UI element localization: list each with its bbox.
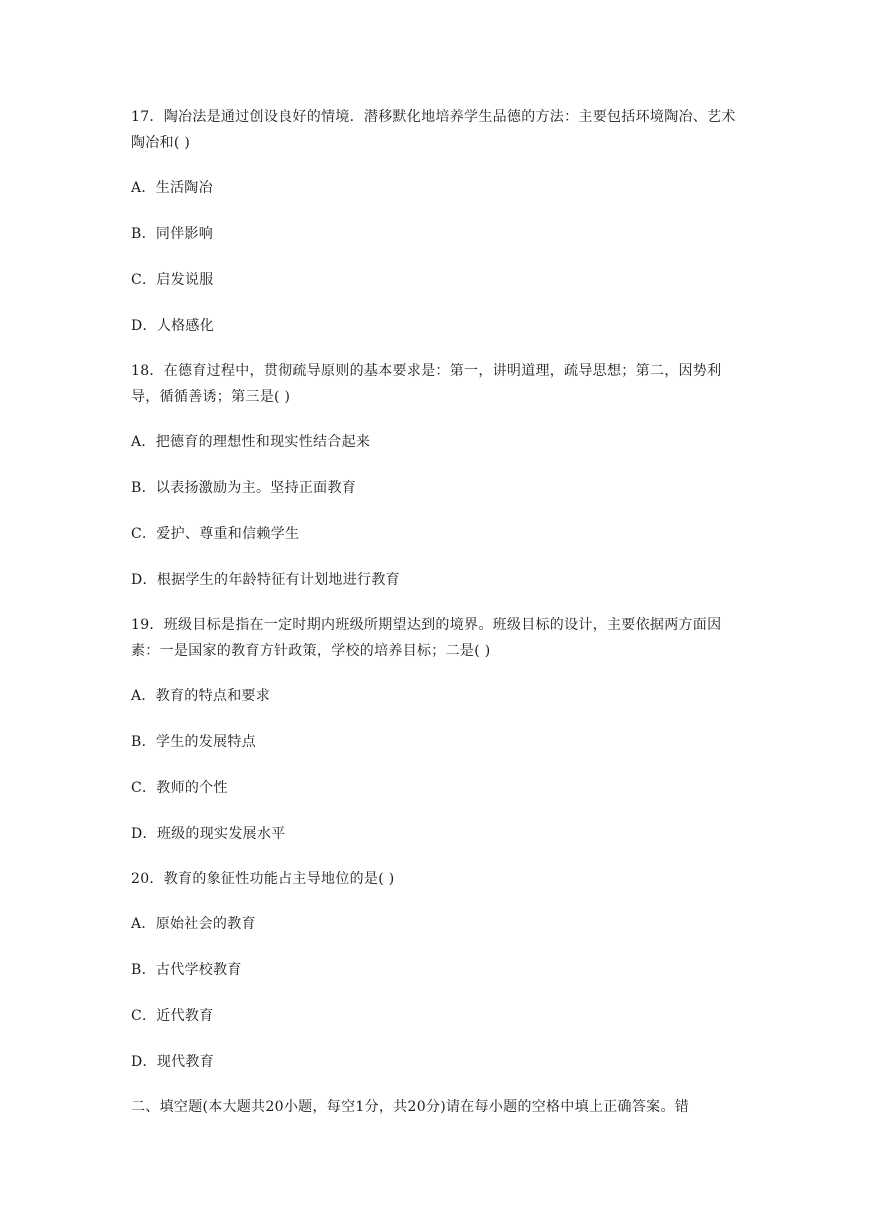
- option-d: D．班级的现实发展水平: [131, 826, 286, 842]
- option-d: D．人格感化: [131, 318, 215, 334]
- option-c: C．教师的个性: [131, 780, 228, 796]
- document-page: [131, 104, 741, 1120]
- question-18: [131, 358, 741, 590]
- option-b: B．同伴影响: [131, 226, 214, 242]
- question-stem: 17．陶冶法是通过创设良好的情境．潜移默化地培养学生品德的方法：主要包括环境陶冶、艺术陶冶和( ): [131, 109, 736, 151]
- option-c: C．启发说服: [131, 272, 214, 288]
- option-c: C．近代教育: [131, 1008, 214, 1024]
- question-stem: 18．在德育过程中，贯彻疏导原则的基本要求是：第一，讲明道理，疏导思想；第二，因势利导，循循善诱；第三是( ): [131, 363, 722, 405]
- option-d: D．现代教育: [131, 1054, 215, 1070]
- option-b: B．以表扬激励为主。坚持正面教育: [131, 480, 357, 496]
- option-a: A．把德育的理想性和现实性结合起来: [131, 434, 371, 450]
- question-19: [131, 612, 741, 844]
- option-b: B．学生的发展特点: [131, 734, 256, 750]
- question-stem: 20．教育的象征性功能占主导地位的是( ): [131, 871, 395, 887]
- section-heading: 二、填空题(本大题共20小题，每空1分，共20分)请在每小题的空格中填上正确答案。错: [131, 1099, 690, 1115]
- question-17: [131, 104, 741, 336]
- option-d: D．根据学生的年龄特征有计划地进行教育: [131, 572, 400, 588]
- option-a: A．生活陶冶: [131, 180, 213, 196]
- option-a: A．教育的特点和要求: [131, 688, 271, 704]
- question-stem: 19．班级目标是指在一定时期内班级所期望达到的境界。班级目标的设计，主要依据两方面因素：一是国家的教育方针政策，学校的培养目标；二是( ): [131, 617, 722, 659]
- option-b: B．古代学校教育: [131, 962, 242, 978]
- question-20: [131, 866, 741, 1072]
- option-a: A．原始社会的教育: [131, 916, 256, 932]
- option-c: C．爱护、尊重和信赖学生: [131, 526, 300, 542]
